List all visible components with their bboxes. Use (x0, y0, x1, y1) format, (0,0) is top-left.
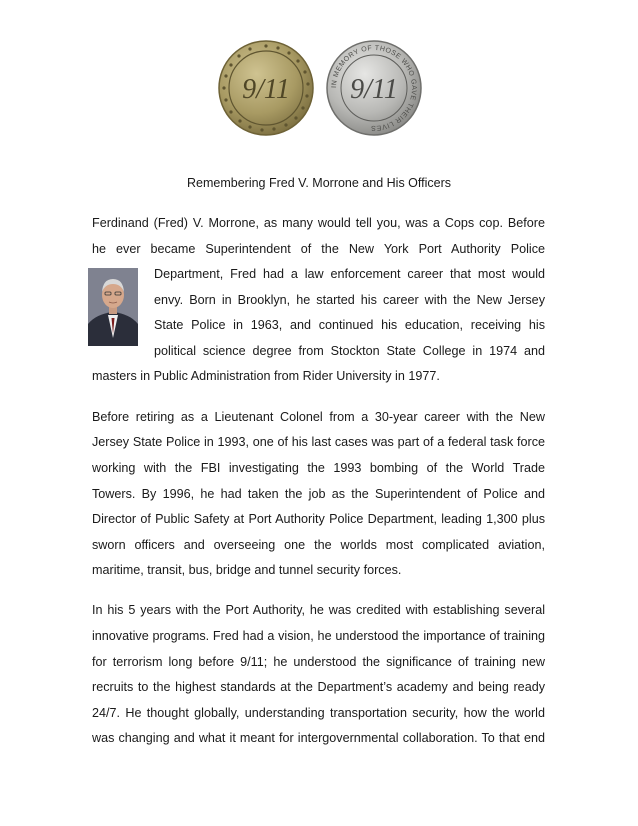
paragraph-1-line-4: envy. Born in Brooklyn, he started his career with the New Jersey (154, 293, 545, 307)
paragraph-1-line-5: State Police in 1963, and continued his education, receiving his (154, 318, 545, 332)
page-title: Remembering Fred V. Morrone and His Officers (187, 176, 451, 190)
silver-medallion-text: 9/11 (350, 74, 398, 105)
paragraph-1-line-7: masters in Public Administration from Rider University in 1977. (92, 369, 440, 383)
portrait-photo (88, 268, 138, 346)
paragraph-3-line-4: recruits to the highest standards at the Department’s academy and being ready (92, 680, 545, 694)
gold-medallion-text: 9/11 (242, 74, 290, 105)
paragraph-3-line-2: innovative programs. Fred had a vision, he understood the importance of training (92, 629, 545, 643)
silver-medallion-image (326, 40, 422, 136)
gold-medallion-image (218, 40, 314, 136)
paragraph-3-line-3: for terrorism long before 9/11; he understood the significance of training new (92, 655, 545, 669)
paragraph-1-line-3: Department, Fred had a law enforcement career that most would (154, 267, 545, 281)
medallions (218, 40, 428, 140)
paragraph-1-line-2: he ever became Superintendent of the New York Port Authority Police (92, 242, 545, 256)
paragraph-1-line-1: Ferdinand (Fred) V. Morrone, as many would tell you, was a Cops cop. Before (92, 216, 545, 230)
paragraph-2-line-3: working with the FBI investigating the 1993 bombing of the World Trade (92, 461, 545, 475)
paragraph-2-line-2: Jersey State Police in 1993, one of his last cases was part of a federal task force (92, 435, 545, 449)
paragraph-2-line-7: maritime, transit, bus, bridge and tunnel security forces. (92, 563, 402, 577)
silver-medallion-ring-text: IN MEMORY OF THOSE WHO GAVE THEIR LIVES (330, 44, 418, 132)
paragraph-2-line-5: Director of Public Safety at Port Authority Police Department, leading 1,300 plus (92, 512, 545, 526)
paragraph-2-line-1: Before retiring as a Lieutenant Colonel from a 30-year career with the New (92, 410, 545, 424)
paragraph-3-line-5: 24/7. He thought globally, understanding transportation security, how the world (92, 706, 545, 720)
paragraph-3-line-6: was changing and what it meant for intergovernmental collaboration. To that end (92, 731, 545, 745)
paragraph-2-line-6: sworn officers and overseeing one the worlds most complicated aviation, (92, 538, 545, 552)
paragraph-2-line-4: Towers. By 1996, he had taken the job as the Superintendent of Police and (92, 487, 545, 501)
paragraph-3-line-1: In his 5 years with the Port Authority, he was credited with establishing several (92, 603, 545, 617)
paragraph-1-line-6: political science degree from Stockton State College in 1974 and (154, 344, 545, 358)
